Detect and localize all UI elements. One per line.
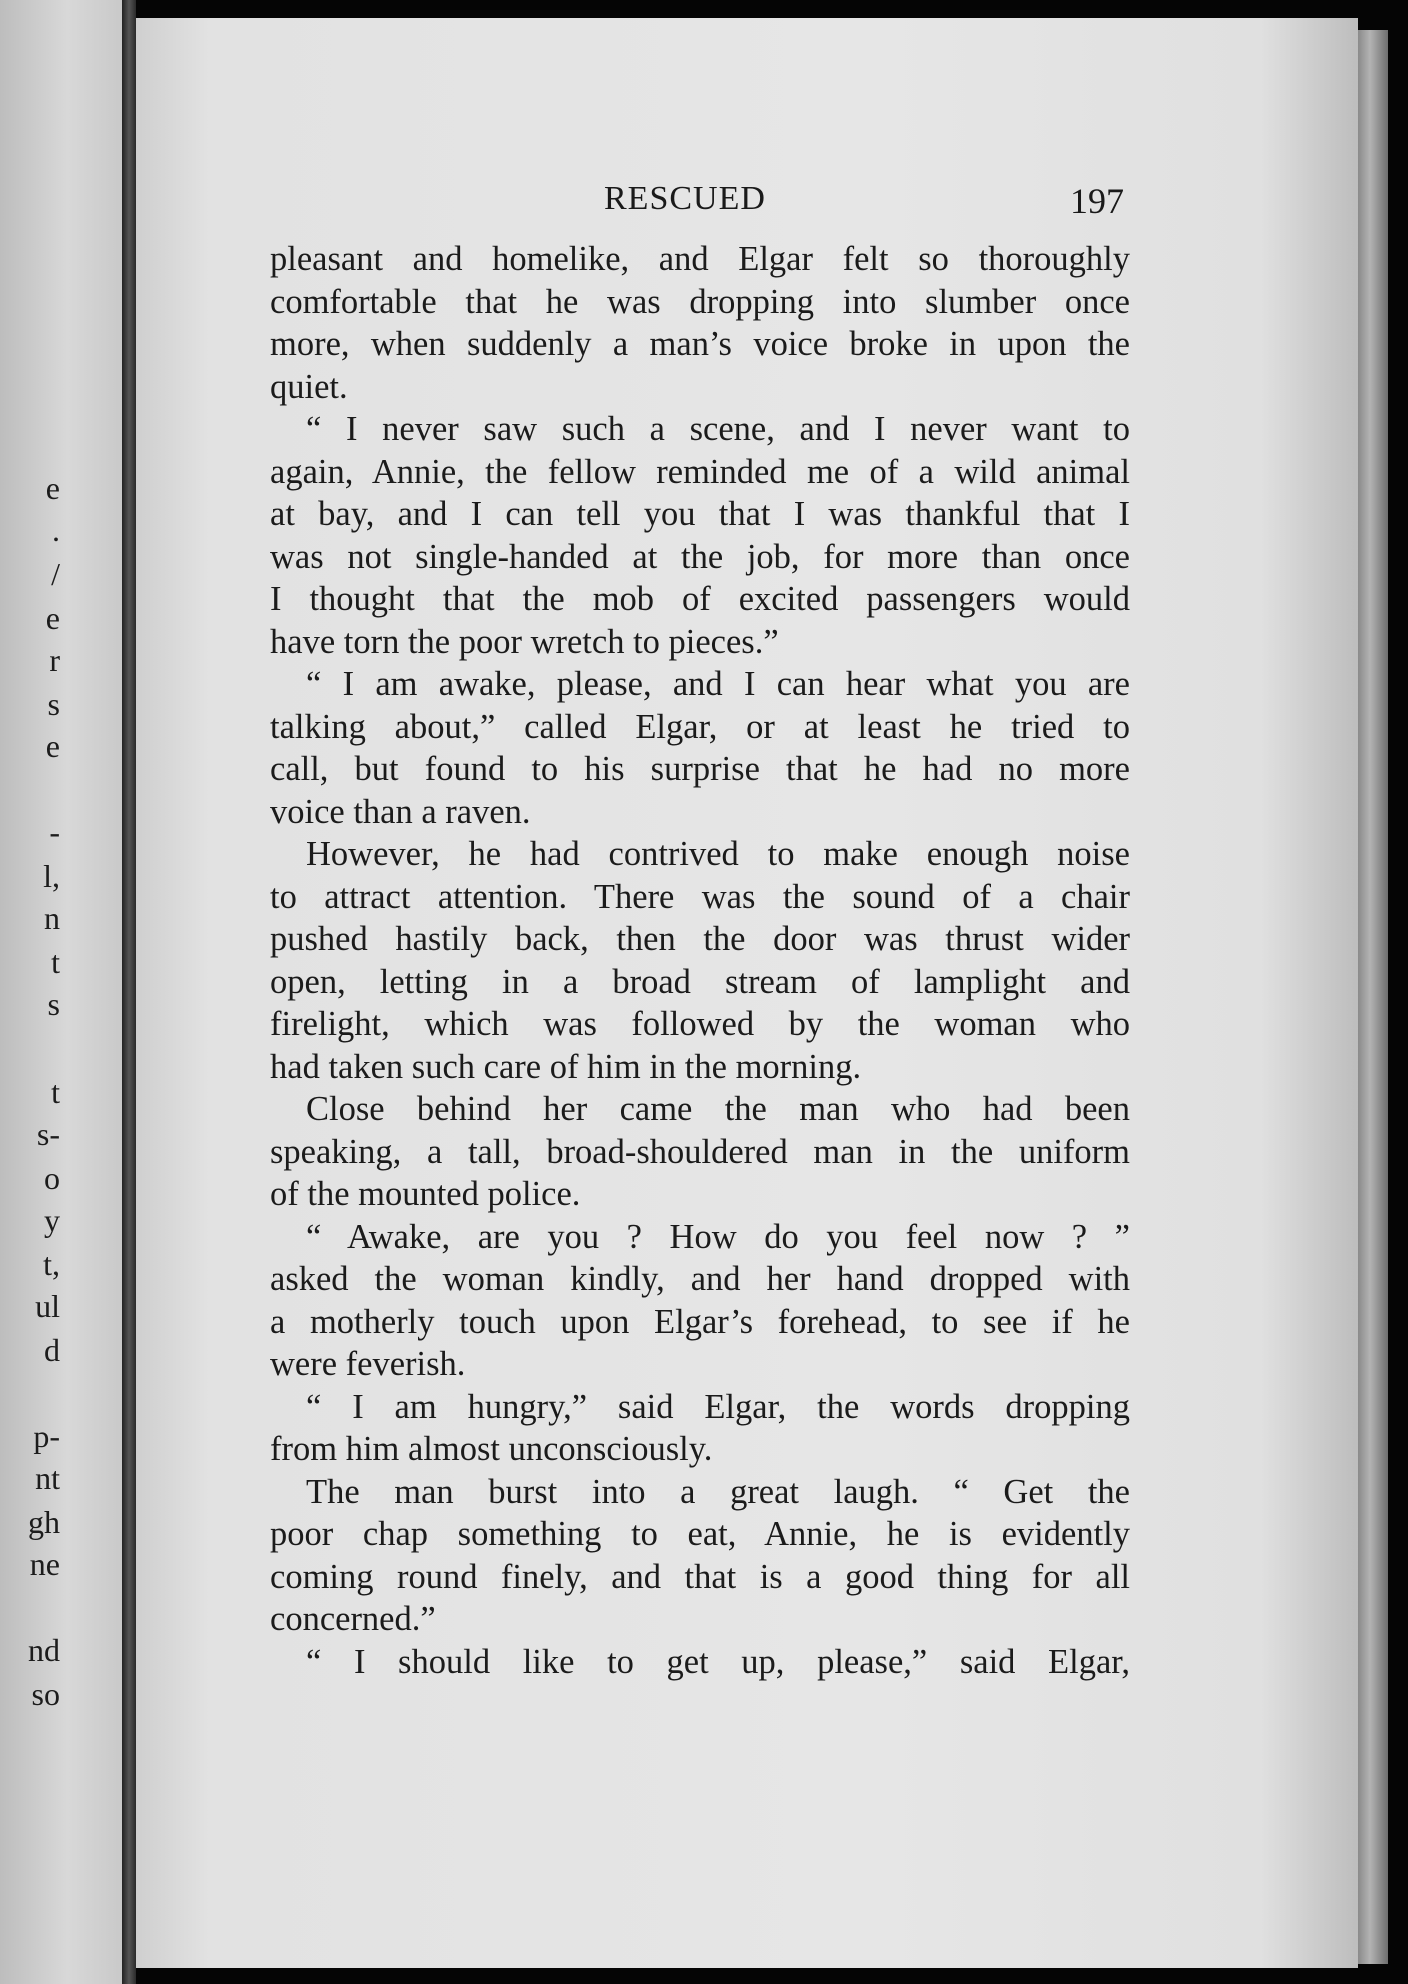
body-text <box>270 238 1130 1683</box>
left-page-text-fragment: ne <box>29 1546 60 1582</box>
text-line: comfortable that he was dropping into slumber once <box>270 282 1130 321</box>
page-edge <box>1358 30 1388 1964</box>
left-page-text-fragment: o <box>44 1160 60 1196</box>
text-line: quiet. <box>270 367 348 406</box>
text-line: voice than a raven. <box>270 792 531 831</box>
left-page-text-fragment: t <box>51 1074 60 1110</box>
left-page-text-fragment: p- <box>33 1418 60 1454</box>
text-line: pleasant and homelike, and Elgar felt so thoroughly <box>270 240 1130 278</box>
text-line: have torn the poor wretch to pieces.” <box>270 622 779 661</box>
previous-page-fragment <box>0 0 122 1984</box>
left-page-text-fragment: . <box>52 512 60 548</box>
left-page-text-fragment: - <box>49 814 60 850</box>
text-line: coming round finely, and that is a good thing for all <box>270 1557 1130 1596</box>
text-line: “ I never saw such a scene, and I never want to <box>306 410 1130 448</box>
left-page-text-fragment: n <box>44 900 60 936</box>
text-line: “ I am hungry,” said Elgar, the words dropping <box>306 1387 1130 1426</box>
text-line: call, but found to his surprise that he had no more <box>270 750 1130 788</box>
text-line: again, Annie, the fellow reminded me of a wild animal <box>270 452 1130 491</box>
text-line: “ I should like to get up, please,” said Elgar, <box>306 1642 1130 1681</box>
text-line: The man burst into a great laugh. “ Get the <box>306 1472 1130 1511</box>
left-page-text-fragment: s <box>47 686 60 722</box>
text-line: from him almost unconsciously. <box>270 1430 713 1468</box>
running-title: RESCUED <box>604 180 766 217</box>
text-line: of the mounted police. <box>270 1175 581 1213</box>
page-number: 197 <box>1070 181 1124 221</box>
text-line: were feverish. <box>270 1345 466 1383</box>
left-page-text-fragment: y <box>44 1202 60 1238</box>
text-line: to attract attention. There was the sound of a chair <box>270 877 1130 916</box>
text-line: poor chap something to eat, Annie, he is evidently <box>270 1515 1130 1553</box>
text-line: more, when suddenly a man’s voice broke in upon the <box>270 325 1130 363</box>
text-line: talking about,” called Elgar, or at least he tried to <box>270 707 1130 746</box>
text-line: firelight, which was followed by the woman who <box>270 1005 1130 1043</box>
left-page-text-fragment: l, <box>43 858 60 894</box>
left-page-text-fragment: e <box>45 470 60 506</box>
text-line: pushed hastily back, then the door was thrust wider <box>270 920 1130 958</box>
left-page-text-fragment: so <box>31 1676 60 1712</box>
left-page-text-fragment: t, <box>43 1246 60 1282</box>
text-line: “ I am awake, please, and I can hear what you are <box>306 665 1130 703</box>
text-line: open, letting in a broad stream of lamplight and <box>270 962 1130 1001</box>
left-page-text-fragment: gh <box>28 1504 60 1540</box>
left-page-text-fragment: t <box>51 944 60 980</box>
left-page-text-fragment: r <box>49 642 60 678</box>
left-page-text-fragment: d <box>44 1332 60 1368</box>
text-line: asked the woman kindly, and her hand dropped with <box>270 1260 1130 1298</box>
text-line: concerned.” <box>270 1600 436 1638</box>
text-line: Close behind her came the man who had been <box>306 1090 1130 1128</box>
text-line: I thought that the mob of excited passengers would <box>270 580 1130 618</box>
left-page-text-fragment: e <box>45 728 60 764</box>
text-line: speaking, a tall, broad-shouldered man in the uniform <box>270 1132 1130 1171</box>
text-line: “ Awake, are you ? How do you feel now ? ” <box>306 1217 1130 1256</box>
left-page-text-fragment: e <box>45 600 60 636</box>
left-page-text-fragment: ul <box>35 1288 60 1324</box>
text-line: was not single-handed at the job, for more than once <box>270 537 1130 576</box>
book-spine <box>122 0 136 1984</box>
text-line: at bay, and I can tell you that I was thankful that I <box>270 495 1130 533</box>
text-line: However, he had contrived to make enough noise <box>306 835 1130 873</box>
left-page-text-fragment: / <box>51 556 60 592</box>
left-page-text-fragment: s <box>47 986 60 1022</box>
text-line: a motherly touch upon Elgar’s forehead, to see if he <box>270 1302 1130 1341</box>
left-page-text-fragment: s- <box>36 1116 60 1152</box>
left-page-text-fragment: nd <box>28 1632 60 1668</box>
text-line: had taken such care of him in the morning. <box>270 1047 862 1086</box>
left-page-text-fragment: nt <box>35 1460 60 1496</box>
